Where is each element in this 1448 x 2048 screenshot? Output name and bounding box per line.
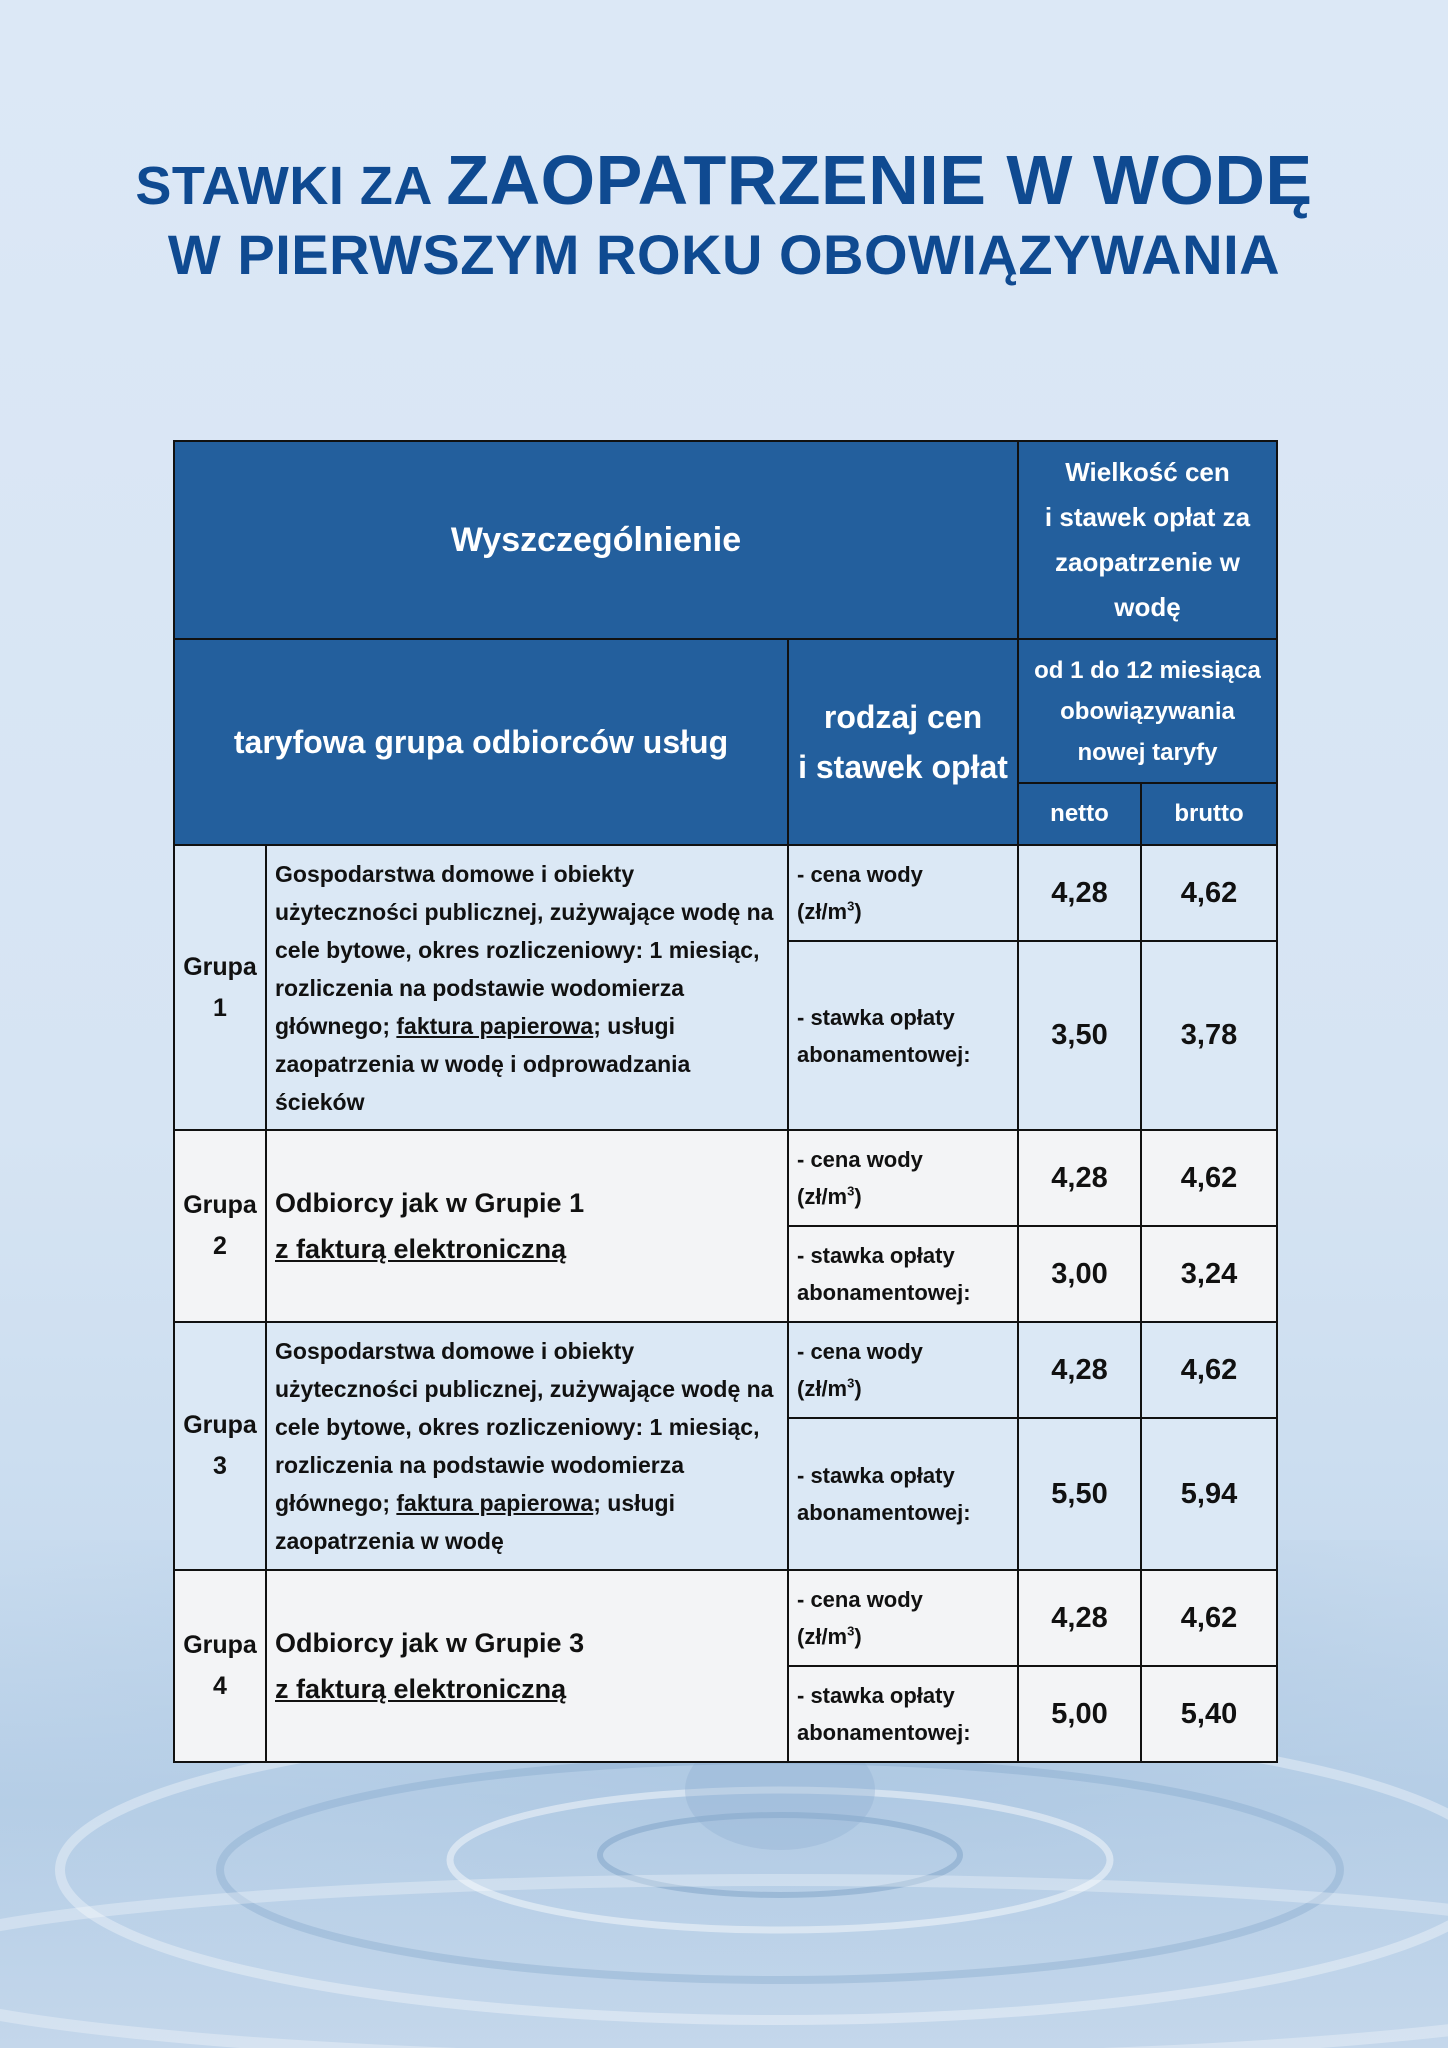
desc-text: Odbiorcy jak w Grupie 1 xyxy=(275,1188,585,1218)
header-wielkosc-line: Wielkość cen xyxy=(1065,457,1230,487)
header-wielkosc xyxy=(1018,441,1277,639)
desc-text: ; usługi zaopatrzenia w wodę xyxy=(275,1490,675,1554)
group-label-word: Grupa xyxy=(183,1411,257,1439)
header-rodzaj-line: i stawek opłat xyxy=(798,749,1008,785)
unit-text: ) xyxy=(854,1376,862,1401)
value-brutto: 5,94 xyxy=(1141,1418,1277,1570)
group-label-number: 1 xyxy=(213,993,227,1022)
value-netto: 4,28 xyxy=(1018,1322,1141,1418)
kind-line: - cena wody xyxy=(797,1147,923,1172)
kind-subscription-fee xyxy=(788,1418,1018,1570)
header-wielkosc-line: wodę xyxy=(1114,592,1181,622)
value-netto: 4,28 xyxy=(1018,845,1141,941)
desc-text: ; usługi zaopatrzenia w wodę i odprowadzania ścieków xyxy=(275,1012,691,1115)
unit-sup: 3 xyxy=(847,898,855,914)
kind-water-price xyxy=(788,1130,1018,1226)
group-label xyxy=(174,1322,266,1570)
group-label-number: 2 xyxy=(213,1232,227,1260)
kind-line: - stawka opłaty xyxy=(797,1683,955,1708)
table-row xyxy=(174,1130,1277,1226)
value-netto: 5,50 xyxy=(1018,1418,1141,1570)
kind-line: abonamentowej: xyxy=(797,1500,971,1525)
title-highlight: ZAOPATRZENIE W WODĘ xyxy=(446,141,1313,219)
unit-text: ) xyxy=(854,1184,862,1209)
desc-text: Gospodarstwa domowe i obiekty użyteczności publicznej, zużywające wodę na cele bytowe, okres rozliczeniowy: 1 miesiąc, rozliczenia na podstawie wodomierza głównego; xyxy=(275,860,774,1039)
header-okres-line: od 1 do 12 miesiąca xyxy=(1034,656,1261,684)
value-brutto: 3,78 xyxy=(1141,941,1277,1130)
header-wielkosc-line: i stawek opłat za xyxy=(1044,502,1251,532)
kind-line: abonamentowej: xyxy=(797,1280,971,1305)
value-netto: 4,28 xyxy=(1018,1130,1141,1226)
table-row xyxy=(174,1570,1277,1666)
kind-line xyxy=(797,1618,1009,1655)
group-label-word: Grupa xyxy=(183,952,257,981)
desc-underlined: faktura papierowa xyxy=(396,1490,594,1516)
kind-line xyxy=(797,1370,1009,1407)
unit-text: (zł/m xyxy=(797,899,848,924)
kind-subscription-fee xyxy=(788,1226,1018,1322)
group-label xyxy=(174,1570,266,1762)
kind-water-price xyxy=(788,845,1018,941)
unit-text: (zł/m xyxy=(797,1624,848,1649)
group-description xyxy=(266,1570,788,1762)
group-label xyxy=(174,845,266,1130)
desc-text: Odbiorcy jak w Grupie 3 xyxy=(275,1628,585,1658)
group-label xyxy=(174,1130,266,1322)
group-label-number: 3 xyxy=(213,1452,227,1480)
kind-line xyxy=(797,1178,1009,1215)
kind-line: - stawka opłaty xyxy=(797,1004,955,1030)
kind-line: - stawka opłaty xyxy=(797,1463,955,1488)
unit-sup: 3 xyxy=(847,1623,855,1639)
kind-line: - cena wody xyxy=(797,1587,923,1612)
value-brutto: 4,62 xyxy=(1141,845,1277,941)
unit-text: (zł/m xyxy=(797,1184,848,1209)
kind-line: abonamentowej: xyxy=(797,1041,971,1067)
value-netto: 3,50 xyxy=(1018,941,1141,1130)
unit-text: (zł/m xyxy=(797,1376,848,1401)
kind-line: abonamentowej: xyxy=(797,1720,971,1745)
kind-line: - cena wody xyxy=(797,1339,923,1364)
desc-underlined: faktura papierowa xyxy=(396,1012,594,1039)
value-brutto: 5,40 xyxy=(1141,1666,1277,1762)
header-netto: netto xyxy=(1018,783,1141,845)
value-netto: 3,00 xyxy=(1018,1226,1141,1322)
table-row xyxy=(174,1322,1277,1418)
value-netto: 5,00 xyxy=(1018,1666,1141,1762)
value-brutto: 4,62 xyxy=(1141,1570,1277,1666)
unit-text: ) xyxy=(854,1624,862,1649)
group-label-word: Grupa xyxy=(183,1631,257,1659)
group-description xyxy=(266,845,788,1130)
group-description xyxy=(266,1322,788,1570)
header-okres xyxy=(1018,639,1277,783)
desc-underlined: z fakturą elektroniczną xyxy=(275,1234,567,1264)
kind-water-price xyxy=(788,1322,1018,1418)
group-label-number: 4 xyxy=(213,1672,227,1700)
kind-line: - stawka opłaty xyxy=(797,1243,955,1268)
kind-subscription-fee xyxy=(788,941,1018,1130)
tariff-table xyxy=(173,440,1278,1763)
header-wielkosc-line: zaopatrzenie w xyxy=(1055,547,1240,577)
header-grupa-odbiorcow: taryfowa grupa odbiorców usług xyxy=(174,639,788,845)
page-title-line-2: W PIERWSZYM ROKU OBOWIĄZYWANIA xyxy=(167,223,1281,286)
header-rodzaj xyxy=(788,639,1018,845)
kind-subscription-fee xyxy=(788,1666,1018,1762)
kind-water-price xyxy=(788,1570,1018,1666)
unit-sup: 3 xyxy=(847,1375,855,1391)
value-brutto: 4,62 xyxy=(1141,1322,1277,1418)
group-label-word: Grupa xyxy=(183,1191,257,1219)
header-rodzaj-line: rodzaj cen xyxy=(823,699,983,735)
page-title-line-1 xyxy=(0,140,1448,220)
value-netto: 4,28 xyxy=(1018,1570,1141,1666)
desc-text: Gospodarstwa domowe i obiekty użyteczności publicznej, zużywające wodę na cele bytowe, okres rozliczeniowy: 1 miesiąc, rozliczenia na podstawie wodomierza głównego; xyxy=(275,1338,774,1516)
group-description xyxy=(266,1130,788,1322)
header-okres-line: nowej taryfy xyxy=(1077,738,1218,766)
header-brutto: brutto xyxy=(1141,783,1277,845)
kind-line: - cena wody xyxy=(797,862,923,887)
kind-line xyxy=(797,893,1009,930)
value-brutto: 3,24 xyxy=(1141,1226,1277,1322)
unit-sup: 3 xyxy=(847,1183,855,1199)
desc-underlined: z fakturą elektroniczną xyxy=(275,1674,567,1704)
header-okres-line: obowiązywania xyxy=(1060,697,1235,725)
table-row xyxy=(174,845,1277,941)
header-wyszczegolnienie: Wyszczególnienie xyxy=(174,441,1018,639)
title-prefix: STAWKI ZA xyxy=(135,156,431,216)
unit-text: ) xyxy=(854,899,862,924)
value-brutto: 4,62 xyxy=(1141,1130,1277,1226)
